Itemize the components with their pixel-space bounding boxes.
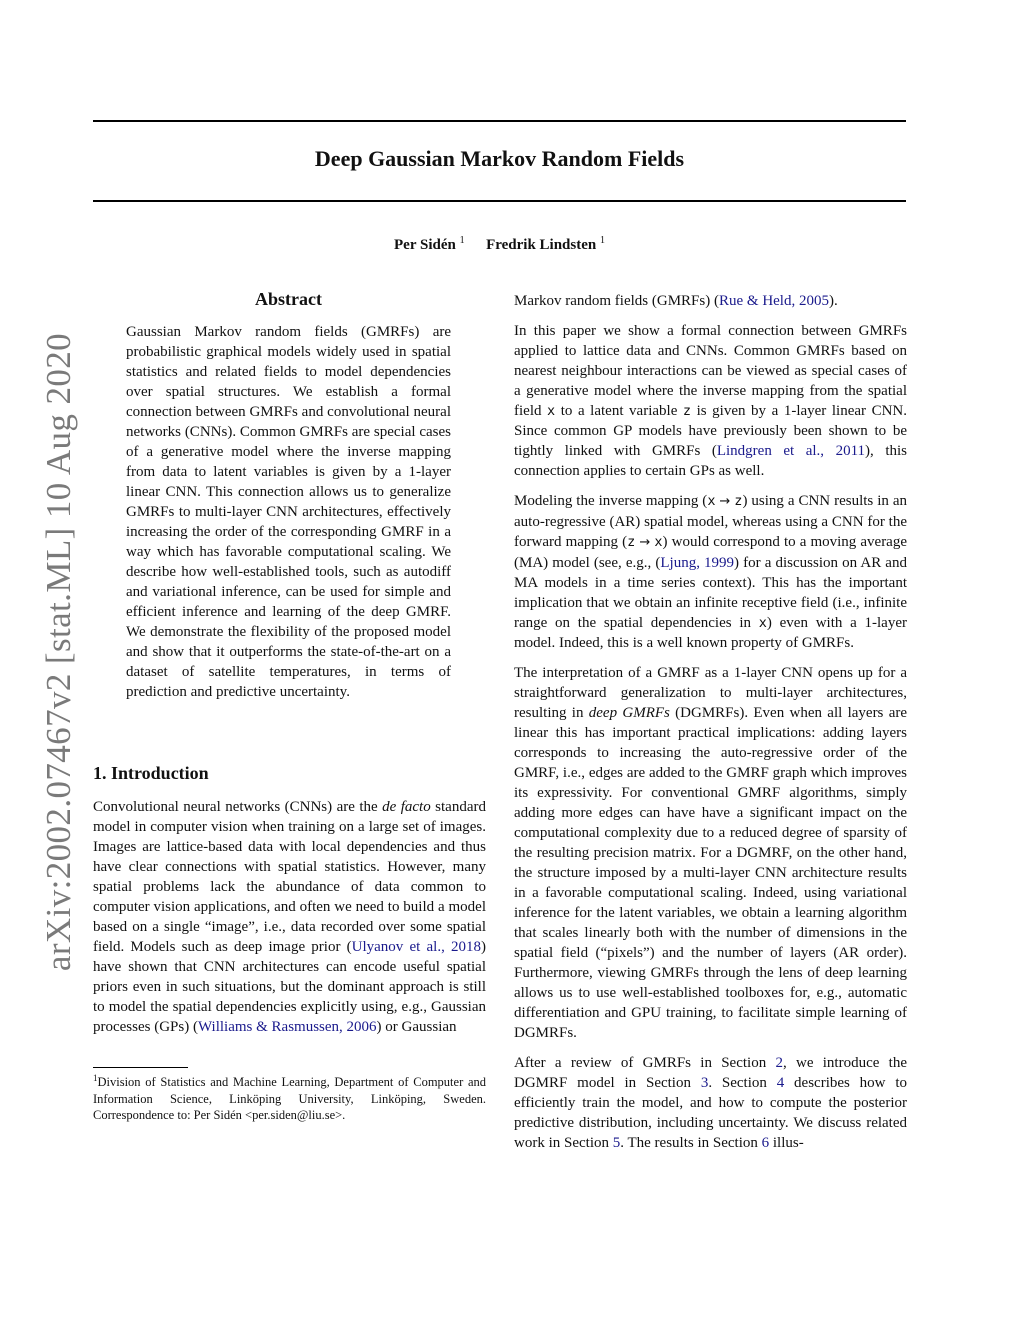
section-link[interactable]: 2 [775,1055,783,1071]
section-link[interactable]: 5 [612,1135,621,1151]
intro-paragraph: Convolutional neural networks (CNNs) are the de facto standard model in computer vision when training on a large set of images. Images are lattice-based data with local dependencies and thus have clear connections with spatial statistics. However, many spatial problems lack the abundance of data common to computer vision applications, and often we need to build a model based on a single “image”, i.e., data recorded over some spatial field. Models such as deep image prior (Ulyanov et al., 2018) have shown that CNN architectures can encode useful spatial priors even in such situations, but the dominant approach is still to model the spatial dependencies explicitly using, e.g., Gaussian processes (GPs) (Williams & Rasmussen, 2006) or Gaussian [93,799,486,1035]
citation-link[interactable]: Williams & Rasmussen, 2006 [197,1019,377,1035]
citation-link[interactable]: Rue & Held, 2005 [718,293,829,309]
paper-title: Deep Gaussian Markov Random Fields [314,146,685,171]
author-list [93,235,906,254]
right-column [514,291,907,1163]
author-affiliation-mark: 1 [459,235,465,246]
paragraph: Modeling the inverse mapping (x → z) using a CNN results in an auto-regressive (AR) spatial model, whereas using a CNN for the forward mapping (z → x) would correspond to a moving average (MA) model (see, e.g., (Ljung, 1999) for a discussion on AR and MA models in a time series context). This has the important implication that we obtain an infinite receptive field (i.e., infinite range on the spatial dependencies in x) even with a 1-layer model. Indeed, this is a well known property of GMRFs. [514,493,908,651]
section-link[interactable]: 4 [776,1075,785,1091]
title-rule-bottom [93,200,906,202]
title-rule-top [93,120,906,122]
citation-link[interactable]: Ulyanov et al., 2018 [351,939,481,955]
section-heading-introduction: 1. Introduction [93,763,209,783]
abstract-heading: Abstract [255,289,322,309]
affiliation-footnote: $^1$Division of Statistics and Machine Learning, Department of Computer and Information Science, Linköping University, Linköping, Sweden. Correspondence to: Per Sidén <per.siden@liu.se>. [93,1073,486,1123]
section-link[interactable]: 3 [700,1075,709,1091]
section-link[interactable]: 6 [761,1135,770,1151]
author-name: Fredrik Lindsten [486,237,597,253]
paragraph: In this paper we show a formal connection between GMRFs applied to lattice data and CNNs. Common GMRFs based on nearest neighbour interactions can be viewed as special cases of a generative model where the inverse mapping from the spatial field x to a latent variable z is given by a 1-layer linear CNN. Since common GP models have previously been shown to be tightly linked with GMRFs (Lindgren et al., 2011), this connection applies to certain GPs as well. [514,323,908,479]
author-affiliation-mark: 1 [599,235,605,246]
footnote-rule [93,1067,188,1068]
abstract-text: Gaussian Markov random fields (GMRFs) are probabilistic graphical models widely used in spatial statistics and related fields to model dependencies over spatial structures. We establish a formal connection between GMRFs and convolutional neural networks (CNNs). Common GMRFs are special cases of a generative model where the inverse mapping from data to latent variables is given by a 1-layer linear CNN. This connection allows us to generalize GMRFs to multi-layer CNN architectures, effectively increasing the order of the corresponding GMRF in a way which has favorable computational scaling. We describe how well-established tools, such as autodiff and variational inference, can be used for simple and efficient inference and learning of the deep GMRF. We demonstrate the flexibility of the proposed model and show that it outperforms the state-of-the-art on a dataset of satellite temperatures, in terms of prediction and predictive uncertainty. [126,324,451,700]
paragraph: Markov random fields (GMRFs) (Rue & Held, 2005). [514,293,838,309]
author-name: Per Sidén [394,237,456,253]
paragraph: The interpretation of a GMRF as a 1-layer CNN opens up for a straightforward generalization to multi-layer architectures, resulting in deep GMRFs (DGMRFs). Even when all layers are linear this has important practical implications: adding layers corresponds to increasing the auto-regressive order of the GMRF, i.e., edges are added to the GMRF graph which improves its expressivity. For conventional GMRF algorithms, simply adding more edges can have have a significant impact on the computational complexity due to a reduced degree of sparsity of the resulting precision matrix. For a DGMRF, on the other hand, the structure imposed by a multi-layer CNN architecture results in a favorable computational scaling. Indeed, using variational inference for the latent variables, we obtain a learning algorithm that scales linearly both with the number of dimensions in the spatial field (“pixels”) and the number of layers (AR order). Furthermore, viewing GMRFs through the lens of deep learning allows us to use well-established toolboxes for, e.g., automatic differentiation and GPU training, to facilitate simple learning of DGMRFs. [514,665,908,1041]
arxiv-watermark: arXiv:2002.07467v2 [stat.ML] 10 Aug 2020 [39,332,78,972]
citation-link[interactable]: Ljung, 1999 [660,555,735,571]
citation-link[interactable]: Lindgren et al., 2011 [716,443,866,459]
paragraph: After a review of GMRFs in Section 2, we introduce the DGMRF model in Section 3. Section 4 describes how to efficiently train the model, and how to compute the posterior predictive distribution, including uncertainty. We discuss related work in Section 5. The results in Section 6 illus- [514,1055,908,1151]
